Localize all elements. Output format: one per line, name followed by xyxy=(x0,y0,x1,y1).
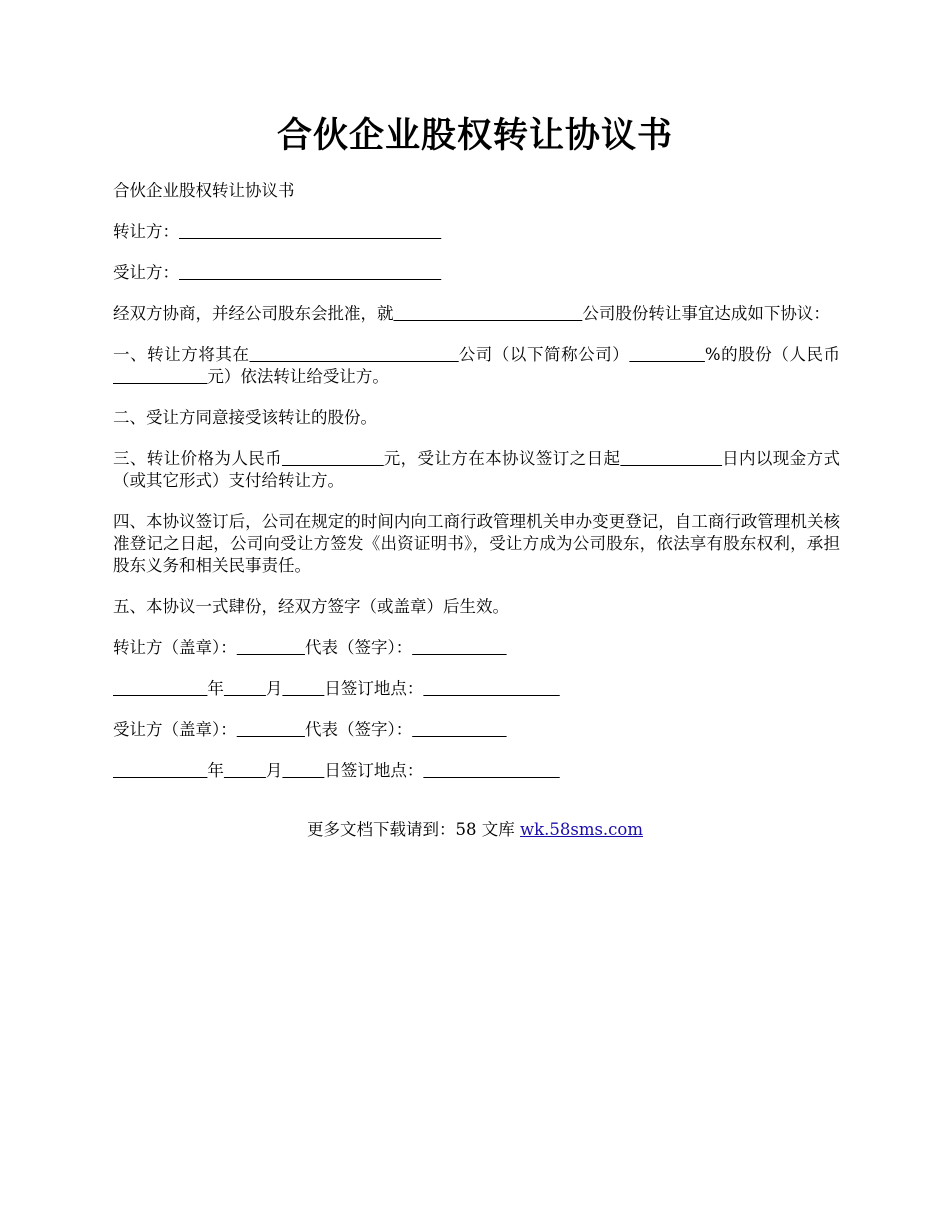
transferee-month-label: 月 xyxy=(265,761,283,780)
transferor-seal-blank xyxy=(237,638,305,657)
transferee-rep-label: 代表（签字）： xyxy=(304,720,413,739)
transferee-place-blank xyxy=(423,761,559,780)
transferee-seal-blank xyxy=(237,720,305,739)
transferor-year-label: 年 xyxy=(207,679,224,698)
clause-2-text: 二、受让方同意接受该转让的股份。 xyxy=(113,408,377,427)
transferor-place-label: 日签订地点： xyxy=(324,679,424,698)
clause-1-text-a: 一、转让方将其在 xyxy=(113,345,250,364)
transferee-year-label: 年 xyxy=(207,761,224,780)
transferor-label: 转让方： xyxy=(113,222,179,241)
transferor-rep-blank xyxy=(412,638,506,657)
clause-5 xyxy=(113,596,840,618)
clause-2 xyxy=(113,407,840,429)
transferor-date-line xyxy=(113,678,840,700)
transferee-date-line xyxy=(113,760,840,782)
transferor-blank xyxy=(179,222,441,241)
transferee-year-blank xyxy=(113,761,207,780)
transferor-line xyxy=(113,221,840,243)
transferee-place-label: 日签订地点： xyxy=(324,761,424,780)
clause-1-text-b: 公司（以下简称公司） xyxy=(458,345,630,364)
clause-1 xyxy=(113,344,840,388)
clause-1-amount-blank xyxy=(113,367,207,386)
transferee-seal-label: 受让方（盖章）： xyxy=(113,720,237,739)
footer xyxy=(0,819,950,841)
transferee-label: 受让方： xyxy=(113,263,179,282)
transferor-day-blank xyxy=(282,679,324,698)
transferor-signature-line xyxy=(113,637,840,659)
intro-text-a: 经双方协商，并经公司股东会批准，就 xyxy=(113,304,394,323)
clause-1-company-blank xyxy=(250,345,459,364)
clause-1-text-d: 元）依法转让给受让方。 xyxy=(207,367,389,386)
transferor-year-blank xyxy=(113,679,207,698)
clause-4-text: 四、本协议签订后，公司在规定的时间内向工商行政管理机关申办变更登记，自工商行政管理机关核准登记之日起，公司向受让方签发《出资证明书》，受让方成为公司股东，依法享有股东权利，承担股东义务和相关民事责任。 xyxy=(113,512,840,575)
intro-text-b: 公司股份转让事宜达成如下协议： xyxy=(582,304,830,323)
clause-3 xyxy=(113,448,840,492)
clause-1-text-c: %的股份（人民币 xyxy=(704,345,841,364)
transferee-day-blank xyxy=(282,761,324,780)
transferor-month-label: 月 xyxy=(265,679,283,698)
transferee-signature-line xyxy=(113,719,840,741)
transferee-line xyxy=(113,262,840,284)
footer-link[interactable]: wk.58sms.com xyxy=(519,820,643,839)
clause-1-percent-blank xyxy=(629,345,705,364)
clause-3-days-blank xyxy=(620,449,722,468)
clause-3-price-blank xyxy=(282,449,384,468)
clause-5-text: 五、本协议一式肆份，经双方签字（或盖章）后生效。 xyxy=(113,597,509,616)
clause-3-text-a: 三、转让价格为人民币 xyxy=(113,449,283,468)
subtitle-text: 合伙企业股权转让协议书 xyxy=(113,181,295,200)
transferor-rep-label: 代表（签字）： xyxy=(304,638,413,657)
transferor-place-blank xyxy=(423,679,559,698)
subtitle xyxy=(113,180,840,202)
clause-3-text-b: 元，受让方在本协议签订之日起 xyxy=(383,449,621,468)
intro-paragraph xyxy=(113,303,840,325)
intro-company-blank xyxy=(394,304,583,323)
document-title: 合伙企业股权转让协议书 xyxy=(276,115,673,156)
document-body xyxy=(113,180,840,801)
transferee-blank xyxy=(179,263,441,282)
transferee-rep-blank xyxy=(412,720,506,739)
transferor-seal-label: 转让方（盖章）： xyxy=(113,638,237,657)
clause-3-text-c: 日内以现金方式（或其它形式）支付给转让方。 xyxy=(113,449,841,490)
transferee-month-blank xyxy=(224,761,266,780)
transferor-month-blank xyxy=(224,679,266,698)
clause-4 xyxy=(113,511,840,577)
footer-text: 更多文档下载请到：58 文库 xyxy=(306,820,520,839)
